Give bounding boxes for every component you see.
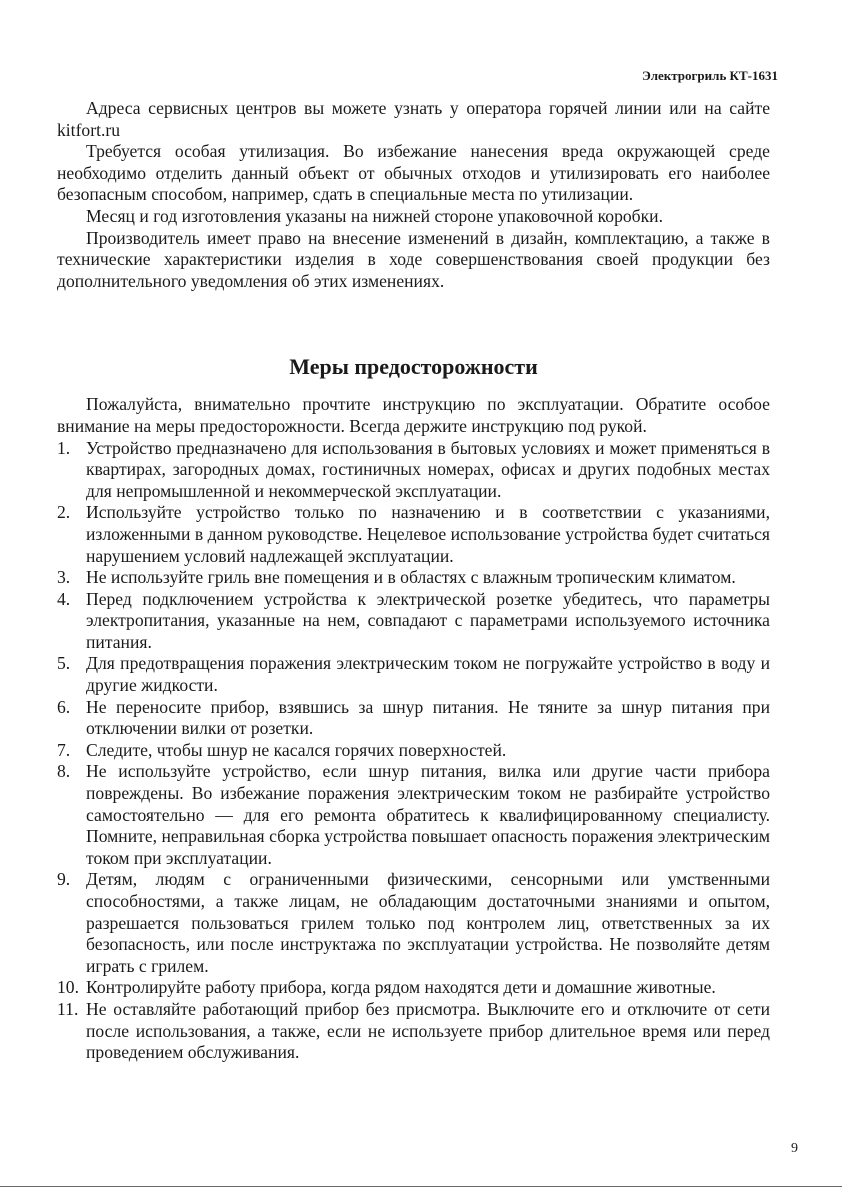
intro-paragraph-2: Требуется особая утилизация. Во избежание нанесения вреда окружающей среде необходимо отделить данный объект от обычных отходов и утилизировать его наиболее безопасным способом, например, сдать в специальные места по утилизации. — [57, 141, 770, 205]
list-item-text: Используйте устройство только по назначению и в соответствии с указаниями, изложенными в данном руководстве. Нецелевое использование устройства будет считаться нарушением условий надлежащей эксплуатации. — [86, 502, 770, 566]
section-intro: Пожалуйста, внимательно прочтите инструкцию по эксплуатации. Обратите особое внимание на меры предосторожности. Всегда держите инструкцию под рукой. — [57, 394, 770, 436]
list-item-number: 9. — [57, 869, 71, 890]
section-title: Меры предосторожности — [289, 354, 538, 380]
list-item-text: Не переносите прибор, взявшись за шнур питания. Не тяните за шнур питания при отключении вилки от розетки. — [86, 696, 770, 739]
list-item — [57, 869, 770, 977]
list-item — [57, 999, 770, 1064]
list-item — [57, 589, 770, 654]
list-item-number: 6. — [57, 696, 71, 717]
precautions-list — [57, 438, 770, 1064]
page-number: 9 — [791, 1141, 798, 1156]
list-item-number: 7. — [57, 739, 71, 760]
list-item-text: Не используйте устройство, если шнур питания, вилка или другие части прибора повреждены. Во избежание поражения электрическим током не разбирайте устройство самостоятельно — для его ремонта обратитесь к квалифицированному специалисту. Помните, неправильная сборка устройства повышает опасность поражения электрическим током при эксплуатации. — [86, 761, 770, 868]
list-item — [57, 567, 770, 589]
list-item-text: Для предотвращения поражения электрическим током не погружайте устройство в воду и другие жидкости. — [86, 653, 770, 696]
intro-paragraph-4: Производитель имеет право на внесение изменений в дизайн, комплектацию, а также в технические характеристики изделия в ходе совершенствования своей продукции без дополнительного уведомления об этих изменениях. — [57, 227, 770, 291]
list-item — [57, 761, 770, 869]
list-item-text: Не используйте гриль вне помещения и в областях с влажным тропическим климатом. — [86, 567, 736, 588]
intro-paragraph-1: Адреса сервисных центров вы можете узнать у оператора горячей линии или на сайте kitfort.ru — [57, 98, 770, 140]
list-item-number: 5. — [57, 653, 71, 674]
list-item-text: Перед подключением устройства к электрической розетке убедитесь, что параметры электропитания, указанные на нем, совпадают с параметрами используемого источника питания. — [86, 588, 770, 652]
list-item-number: 11. — [57, 998, 79, 1019]
list-item-text: Следите, чтобы шнур не касался горячих поверхностей. — [86, 739, 507, 760]
page-header: Электрогриль КТ-1631 — [642, 68, 778, 83]
list-item-number: 3. — [57, 567, 71, 588]
page-bottom-divider — [0, 1186, 842, 1187]
list-item — [57, 653, 770, 696]
list-item-number: 1. — [57, 437, 71, 458]
intro-paragraph-3: Месяц и год изготовления указаны на нижней стороне упаковочной коробки. — [86, 205, 663, 226]
page-content — [57, 98, 770, 1064]
list-item-number: 4. — [57, 588, 71, 609]
list-item-number: 10. — [57, 977, 79, 998]
list-item — [57, 697, 770, 740]
list-item — [57, 977, 770, 999]
list-item — [57, 740, 770, 762]
list-item — [57, 438, 770, 503]
list-item-number: 2. — [57, 502, 71, 523]
list-item — [57, 502, 770, 567]
list-item-text: Контролируйте работу прибора, когда рядом находятся дети и домашние животные. — [86, 977, 716, 998]
list-item-text: Устройство предназначено для использования в бытовых условиях и может применяться в квартирах, загородных домах, гостиничных номерах, офисах и других подобных местах для непромышленной и некоммерческой эксплуатации. — [86, 437, 770, 501]
list-item-text: Не оставляйте работающий прибор без присмотра. Выключите его и отключите от сети после использования, а также, если не используете прибор длительное время или перед проведением обслуживания. — [86, 998, 770, 1063]
list-item-number: 8. — [57, 761, 71, 782]
list-item-text: Детям, людям с ограниченными физическими, сенсорными или умственными способностями, а также лицам, не обладающим достаточными знаниями и опытом, разрешается пользоваться грилем только под контролем лиц, ответственных за их безопасность, или после инструктажа по эксплуатации устройства. Не позволяйте детям играть с грилем. — [86, 869, 770, 976]
